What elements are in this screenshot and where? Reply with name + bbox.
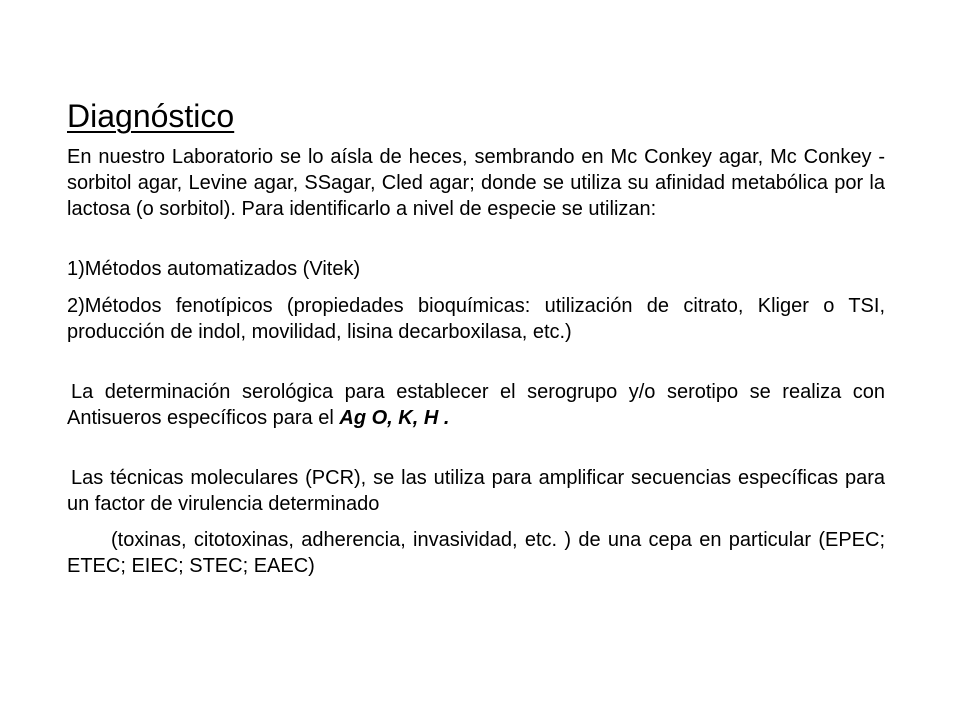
serology-text: La determinación serológica para establecer el serogrupo y/o serotipo se realiza con Antisueros específicos para el: [67, 381, 885, 429]
molecular-continuation-paragraph: (toxinas, citotoxinas, adherencia, invasividad, etc. ) de una cepa en particular (EPEC; ETEC; EIEC; STEC; EAEC): [67, 529, 885, 577]
intro-paragraph: En nuestro Laboratorio se lo aísla de heces, sembrando en Mc Conkey agar, Mc Conkey - sorbitol agar, Levine agar, SSagar, Cled agar; donde se utiliza su afinidad metabólica por la lactosa (o sorbitol). Para identificarlo a nivel de especie se utilizan:: [67, 146, 885, 220]
slide-title: Diagnóstico: [67, 98, 235, 134]
slide-content: [67, 96, 885, 579]
serology-paragraph: [67, 379, 885, 431]
serology-antigen-emphasis: Ag O, K, H .: [339, 407, 450, 429]
molecular-paragraph: Las técnicas moleculares (PCR), se las utiliza para amplificar secuencias específicas para un factor de virulencia determinado: [67, 467, 885, 515]
list-item-phenotypic-methods: 2)Métodos fenotípicos (propiedades bioquímicas: utilización de citrato, Kliger o TSI, producción de indol, movilidad, lisina decarboxilasa, etc.): [67, 295, 885, 343]
list-item-automated-methods: 1)Métodos automatizados (Vitek): [67, 258, 361, 280]
